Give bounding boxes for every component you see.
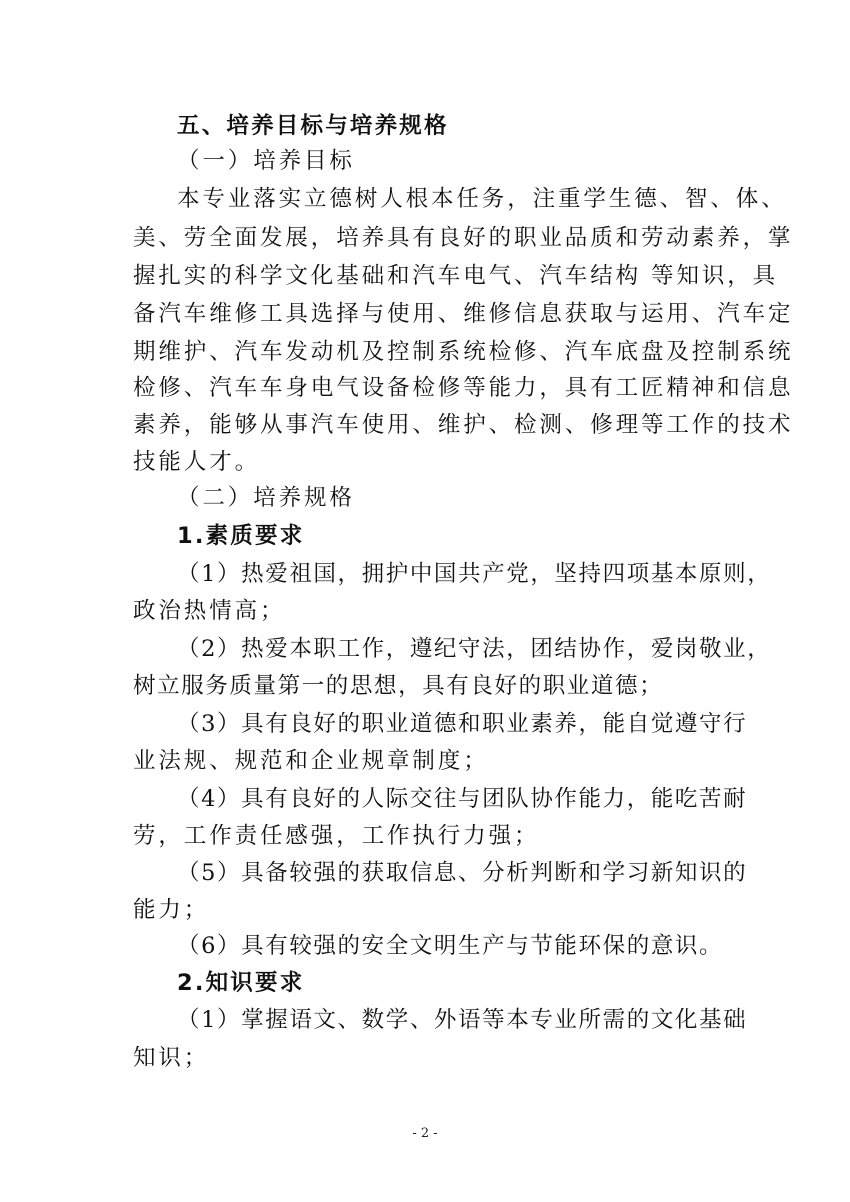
list-item-line: 能力； — [133, 897, 210, 923]
paragraph-line: 期维护、汽车发动机及控制系统检修、汽车底盘及控制系统 — [133, 339, 794, 365]
paragraph-line: 技能人才。 — [133, 449, 261, 475]
subsection-heading-specs: （二）培养规格 — [177, 485, 355, 511]
list-item-line: （6）具有较强的安全文明生产与节能环保的意识。 — [177, 933, 724, 959]
list-item-line: （2）热爱本职工作，遵纪守法，团结协作，爱岗敬业， — [177, 636, 772, 662]
list-item-line: （3）具有良好的职业道德和职业素养，能自觉遵守行 — [177, 711, 748, 737]
paragraph-line: 备汽车维修工具选择与使用、维修信息获取与运用、汽车定 — [133, 301, 794, 327]
list-item-line: （1）热爱祖国，拥护中国共产党，坚持四项基本原则， — [177, 561, 772, 587]
page-number: - 2 - — [412, 1126, 438, 1141]
paragraph-line: 握扎实的科学文化基础和汽车电气、汽车结构 等知识，具 — [133, 263, 779, 289]
subsection-heading-goals: （一）培养目标 — [177, 148, 355, 174]
section-heading: 五、培养目标与培养规格 — [177, 113, 449, 139]
quality-heading: 1.素质要求 — [177, 523, 305, 549]
list-item-line: （5）具备较强的获取信息、分析判断和学习新知识的 — [177, 860, 748, 886]
paragraph-line: 素养，能够从事汽车使用、维护、检测、修理等工作的技术 — [133, 412, 794, 438]
paragraph-line: 检修、汽车车身电气设备检修等能力，具有工匠精神和信息 — [133, 375, 794, 401]
list-item-line: 劳，工作责任感强，工作执行力强； — [133, 823, 540, 849]
paragraph-line: 本专业落实立德树人根本任务，注重学生德、智、体、 — [177, 186, 787, 212]
list-item-line: （4）具有良好的人际交往与团队协作能力，能吃苦耐 — [177, 786, 748, 812]
paragraph-line: 美、劳全面发展，培养具有良好的职业品质和劳动素养，掌 — [133, 225, 794, 251]
list-item-line: 树立服务质量第一的思想，具有良好的职业道德； — [133, 673, 664, 699]
list-item-line: 业法规、规范和企业规章制度； — [133, 748, 489, 774]
list-item-line: （1）掌握语文、数学、外语等本专业所需的文化基础 — [177, 1007, 748, 1033]
list-item-line: 知识； — [133, 1045, 210, 1071]
knowledge-heading: 2.知识要求 — [177, 970, 305, 996]
list-item-line: 政治热情高； — [133, 598, 286, 624]
